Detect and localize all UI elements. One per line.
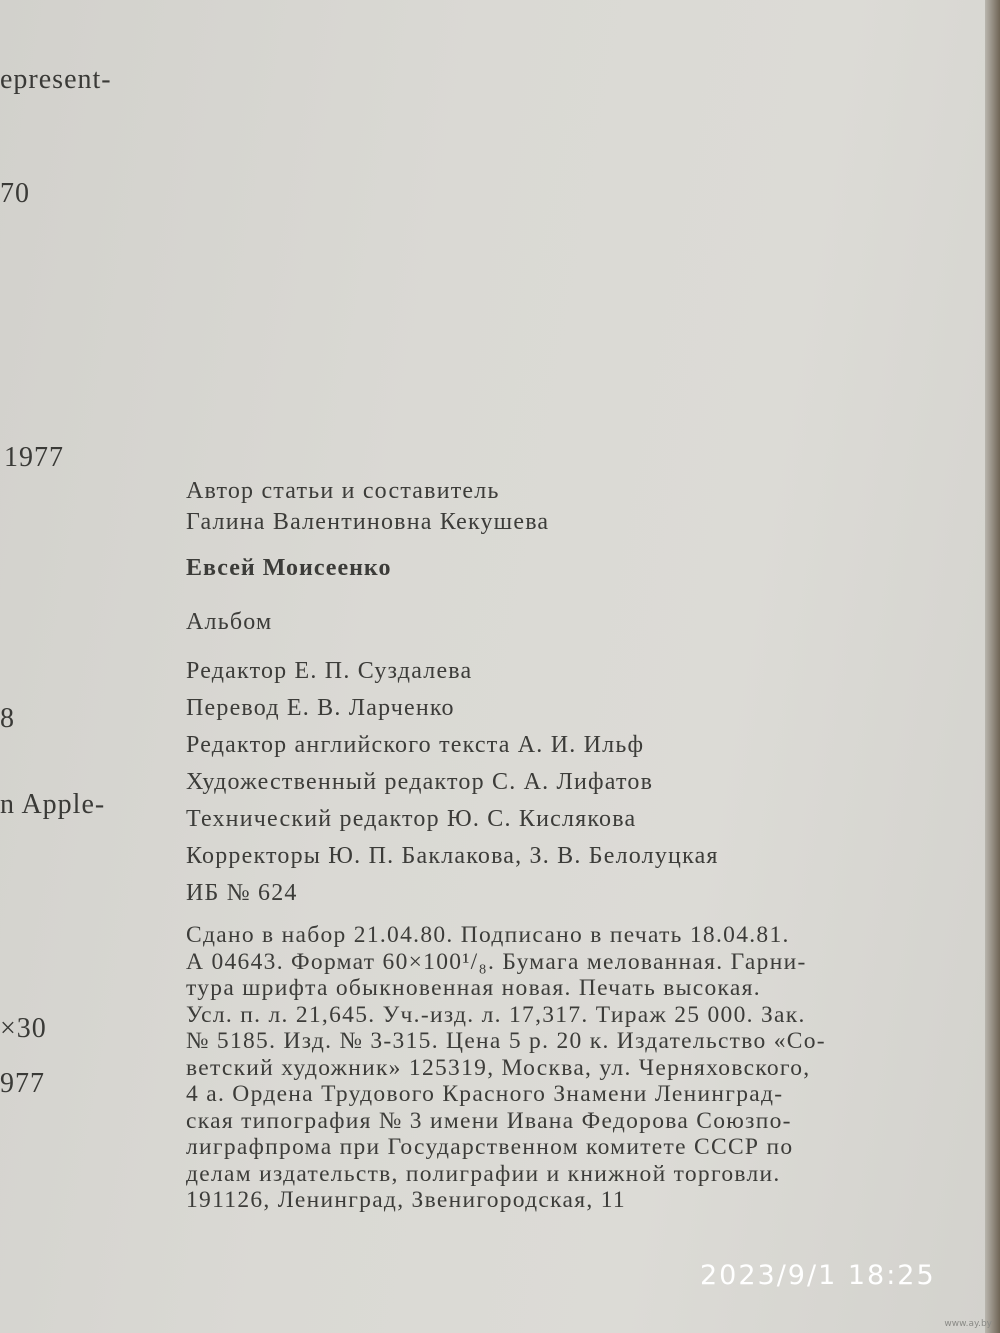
imprint-line: А 04643. Формат 60×100¹/₈. Бумага мелованная. Гарни- [186, 948, 807, 975]
author-caption: Автор статьи и составитель [186, 478, 500, 504]
photo-timestamp: 2023/9/1 18:25 [700, 1260, 936, 1291]
margin-fragment: epresent- [0, 64, 112, 95]
book-title: Евсей Моисеенко [186, 555, 392, 581]
imprint-line: делам издательств, полиграфии и книжной торговли. [186, 1160, 781, 1187]
margin-fragment: 8 [0, 703, 15, 734]
imprint-line: ская типография № 3 имени Ивана Федорова Союзпо- [186, 1107, 792, 1134]
imprint-line: ветский художник» 125319, Москва, ул. Черняховского, [186, 1054, 811, 1081]
margin-fragment: 1977 [4, 442, 64, 473]
imprint-block [186, 922, 976, 1214]
credit-line: Художественный редактор С. А. Лифатов [186, 769, 654, 795]
credit-line: Редактор английского текста А. И. Ильф [186, 732, 645, 758]
imprint-line: 191126, Ленинград, Звенигородская, 11 [186, 1187, 626, 1213]
imprint-line: 4 а. Ордена Трудового Красного Знамени Ленинград- [186, 1081, 784, 1107]
page-edge-shadow [985, 0, 1000, 1333]
site-watermark: www.ay.by [944, 1319, 992, 1329]
credits-list [186, 653, 976, 912]
imprint-line: Сдано в набор 21.04.80. Подписано в печать 18.04.81. [186, 922, 790, 948]
book-subtitle: Альбом [186, 609, 273, 635]
imprint-line: Усл. п. л. 21,645. Уч.-изд. л. 17,317. Тираж 25 000. Зак. [186, 1001, 806, 1028]
credit-line: ИБ № 624 [186, 880, 298, 906]
imprint-line: лиграфпрома при Государственном комитете СССР по [186, 1134, 794, 1160]
margin-fragment: 70 [0, 178, 30, 209]
author-name: Галина Валентиновна Кекушева [186, 509, 550, 535]
credit-line: Корректоры Ю. П. Баклакова, З. В. Белолуцкая [186, 843, 719, 869]
imprint-line: № 5185. Изд. № 3-315. Цена 5 р. 20 к. Издательство «Со- [186, 1028, 826, 1054]
credit-line: Редактор Е. П. Суздалева [186, 658, 473, 684]
margin-fragment: ×30 [0, 1013, 47, 1044]
imprint-line: тура шрифта обыкновенная новая. Печать высокая. [186, 975, 761, 1001]
margin-fragment: 977 [0, 1068, 45, 1099]
credit-line: Перевод Е. В. Ларченко [186, 695, 455, 721]
margin-fragment: n Apple- [0, 789, 106, 820]
colophon [186, 476, 976, 1214]
credit-line: Технический редактор Ю. С. Кислякова [186, 806, 637, 832]
